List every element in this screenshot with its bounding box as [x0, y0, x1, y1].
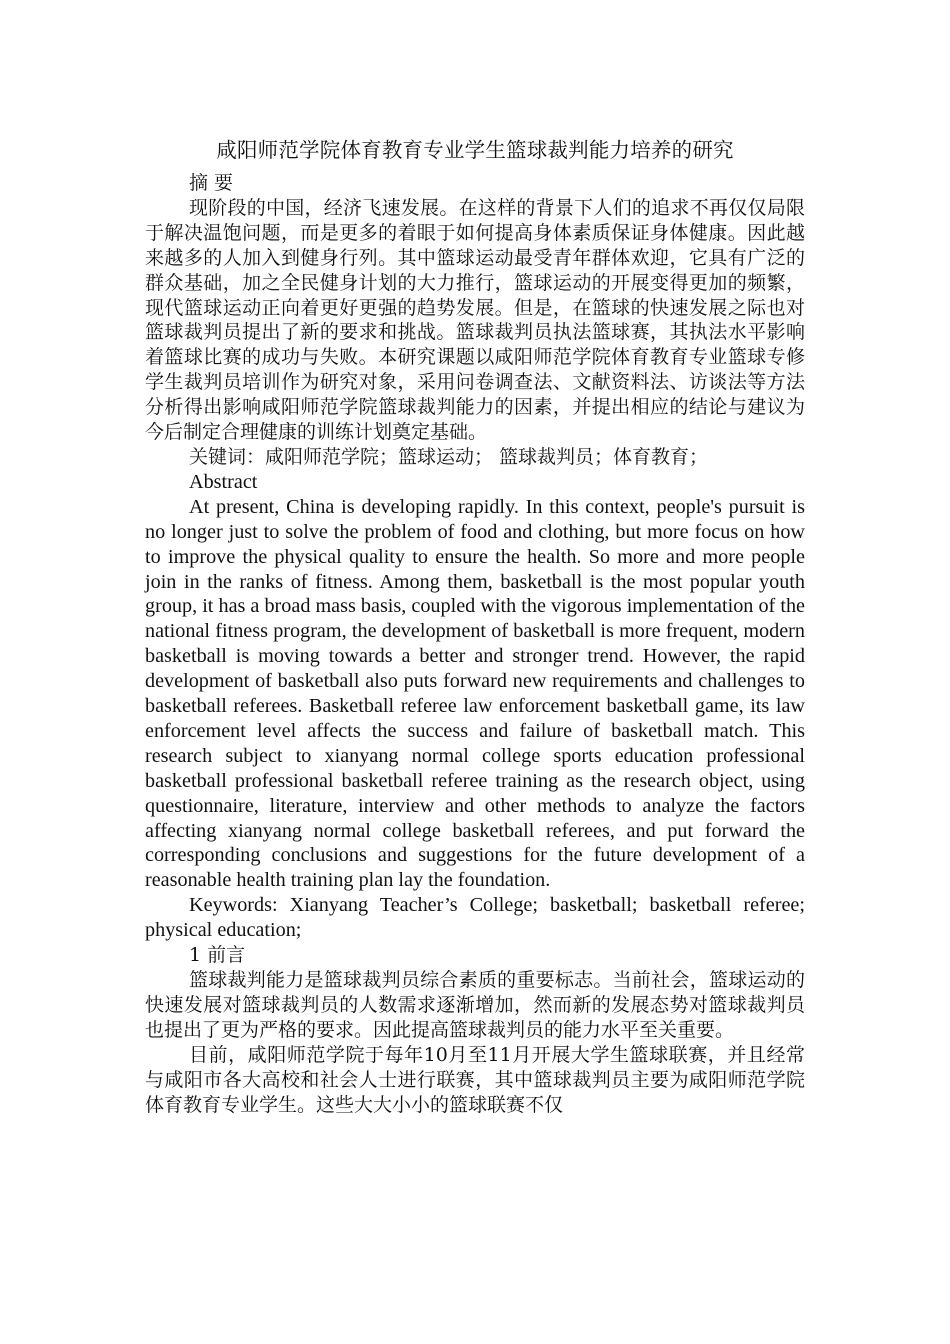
section-1-paragraph-2: 目前，咸阳师范学院于每年10月至11月开展大学生篮球联赛，并且经常与咸阳市各大高校和社会人士进行联赛，其中篮球裁判员主要为咸阳师范学院体育教育专业学生。这些大大小小的篮球联赛不仅: [145, 1043, 805, 1116]
keywords-zh: 关键词：咸阳师范学院；篮球运动； 篮球裁判员；体育教育；: [189, 445, 709, 468]
section-1-paragraph-1: 篮球裁判能力是篮球裁判员综合素质的重要标志。当前社会，篮球运动的快速发展对篮球裁判员的人数需求逐渐增加，然而新的发展态势对篮球裁判员也提出了更为严格的要求。因此提高篮球裁判员的能力水平至关重要。: [145, 969, 805, 1041]
abstract-paragraph-en: At present, China is developing rapidly. In this context, people's pursuit is no longer just to solve the problem of food and clothing, but more focus on how to improve the physical quality to ensure the health. So more and more people join in the ranks of fitness. Among them, basketball is the most popular youth group, it has a broad mass basis, coupled with the vigorous implementation of the national fitness program, the development of basketball is more frequent, modern basketball is moving towards a better and stronger trend. However, the rapid development of basketball also puts forward new requirements and challenges to basketball referees. Basketball referee law enforcement basketball game, its law enforcement level affects the success and failure of basketball match. This research subject to xianyang normal college sports education professional basketball professional basketball referee training as the research object, using questionnaire, literature, interview and other methods to analyze the factors affecting xianyang normal college basketball referees, and put forward the corresponding conclusions and suggestions for the future development of a reasonable health training plan lay the foundation.: [145, 495, 805, 892]
abstract-paragraph-zh: 现阶段的中国，经济飞速发展。在这样的背景下人们的追求不再仅仅局限于解决温饱问题，而是更多的着眼于如何提高身体素质保证身体健康。因此越来越多的人加入到健身行列。其中篮球运动最受青年群体欢迎，它具有广泛的群众基础，加之全民健身计划的大力推行，篮球运动的开展变得更加的频繁，现代篮球运动正向着更好更强的趋势发展。但是，在篮球的快速发展之际也对篮球裁判员提出了新的要求和挑战。篮球裁判员执法篮球赛，其执法水平影响着篮球比赛的成功与失败。本研究课题以咸阳师范学院体育教育专业篮球专修学生裁判员培训作为研究对象，采用问卷调查法、文献资料法、访谈法等方法分析得出影响咸阳师范学院篮球裁判能力的因素，并提出相应的结论与建议为今后制定合理健康的训练计划奠定基础。: [145, 196, 805, 444]
abstract-heading-en: Abstract: [189, 470, 258, 493]
abstract-heading-zh: 摘 要: [189, 172, 234, 194]
keywords-en: Keywords: Xianyang Teacher’s College; basketball; basketball referee; physical education;: [145, 894, 805, 942]
section-1-heading: 1 前言: [189, 944, 246, 967]
document-title: 咸阳师范学院体育教育专业学生篮球裁判能力培养的研究: [216, 138, 734, 162]
document-page: [145, 136, 805, 1117]
